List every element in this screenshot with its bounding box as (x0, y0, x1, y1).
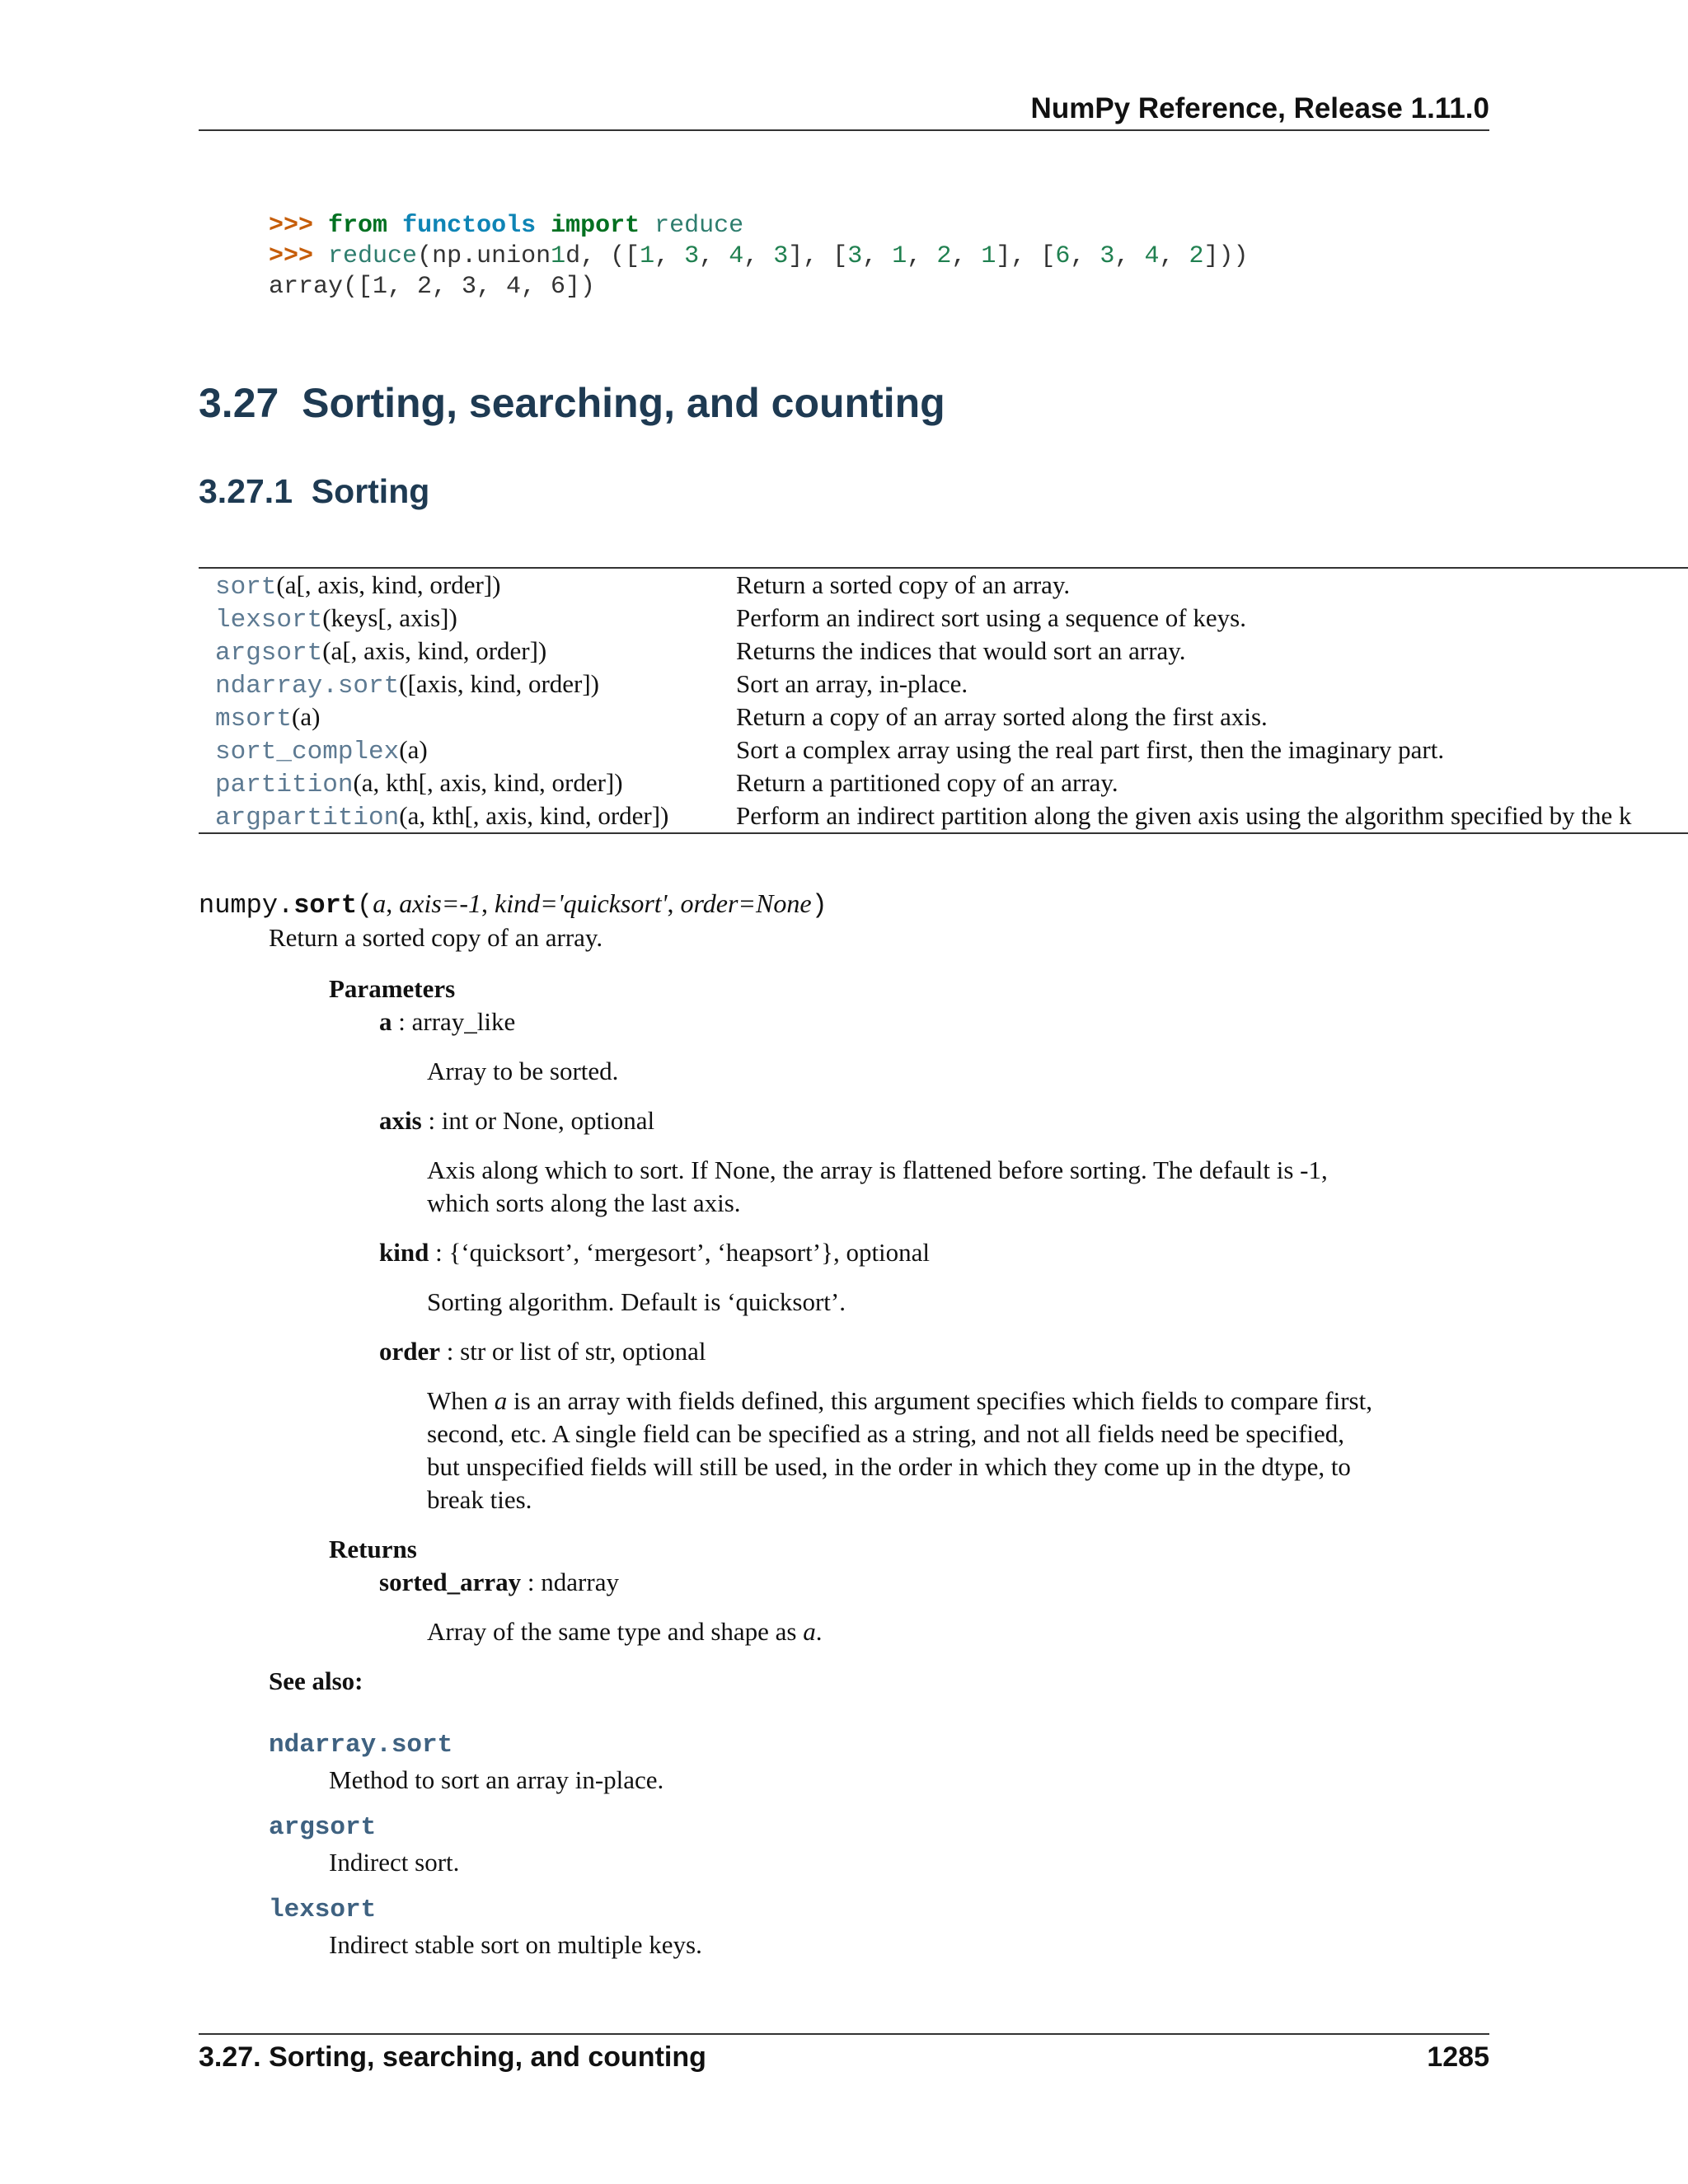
code-number: 3 (1100, 242, 1115, 270)
code-number: 1 (892, 242, 907, 270)
footer-section-title: 3.27. Sorting, searching, and counting (199, 2041, 706, 2073)
code-number: 6 (1055, 242, 1071, 270)
table-row: ndarray.sort([axis, kind, order]) Sort an array, in-place. (215, 669, 968, 701)
returns-heading: Returns (329, 1535, 417, 1563)
table-row: argsort(a[, axis, kind, order]) Returns the indices that would sort an array. (215, 636, 1186, 668)
code-output: array([1, 2, 3, 4, 6]) (269, 273, 596, 301)
code-number: 1 (640, 242, 655, 270)
sorting-summary-table (199, 567, 1688, 834)
param-a: a : array_like (379, 1007, 516, 1036)
see-also-desc: Indirect sort. (329, 1848, 460, 1877)
function-link[interactable]: sort_complex (215, 738, 400, 766)
function-link[interactable]: partition (215, 771, 354, 799)
function-link[interactable]: argsort (215, 639, 323, 668)
see-also-link-argsort[interactable]: argsort (269, 1813, 377, 1842)
footer-rule (199, 2033, 1489, 2035)
table-row: partition(a, kth[, axis, kind, order]) Return a partitioned copy of an array. (215, 768, 1118, 799)
code-number: 1 (551, 242, 566, 270)
param-kind-desc: Sorting algorithm. Default is ‘quicksort’. (427, 1287, 846, 1316)
function-link[interactable]: msort (215, 705, 293, 733)
header-rule (199, 129, 1489, 131)
code-number: 3 (684, 242, 700, 270)
summary-line: Return a sorted copy of an array. (269, 923, 603, 952)
see-also-desc: Method to sort an array in-place. (329, 1765, 664, 1794)
table-row: sort_complex(a) Sort a complex array using the real part first, then the imaginary part. (215, 735, 1445, 766)
function-link[interactable]: lexsort (215, 606, 323, 635)
param-axis: axis : int or None, optional (379, 1106, 655, 1135)
code-number: 3 (773, 242, 789, 270)
param-axis-desc: Axis along which to sort. If None, the array is flattened before sorting. The default is -1, which sorts along the last axis. (427, 1155, 1328, 1217)
code-number: 4 (729, 242, 744, 270)
function-link[interactable]: argpartition (215, 804, 400, 832)
see-also-heading: See also: (269, 1666, 363, 1695)
return-value: sorted_array : ndarray (379, 1568, 619, 1596)
table-row: argpartition(a, kth[, axis, kind, order]) Perform an indirect partition along the given axis using the algorithm specified by the k (215, 801, 1632, 832)
section-heading: 3.27 Sorting, searching, and counting (199, 380, 945, 426)
table-row: lexsort(keys[, axis]) Perform an indirect sort using a sequence of keys. (215, 603, 1246, 635)
code-number: 1 (981, 242, 996, 270)
code-line-2: >>> reduce(np.union1d, ([1, 3, 4, 3], [3, 1, 2, 1], [6, 3, 4, 2])) (269, 242, 1249, 270)
function-signature: numpy.sort(a, axis=-1, kind='quicksort', order=None) (199, 888, 828, 921)
code-number: 2 (936, 242, 952, 270)
param-order: order : str or list of str, optional (379, 1337, 706, 1366)
code-number: 4 (1144, 242, 1160, 270)
table-row: sort(a[, axis, kind, order]) Return a sorted copy of an array. (215, 570, 1071, 602)
see-also-link-lexsort[interactable]: lexsort (269, 1896, 377, 1924)
code-number: 2 (1189, 242, 1204, 270)
function-link[interactable]: sort (215, 573, 277, 602)
page-number: 1285 (1427, 2041, 1489, 2073)
code-line-1: >>> from functools import reduce (269, 212, 744, 240)
see-also-link-ndarray-sort[interactable]: ndarray.sort (269, 1731, 453, 1760)
parameters-heading: Parameters (329, 974, 456, 1003)
function-link[interactable]: ndarray.sort (215, 672, 400, 701)
subsection-heading: 3.27.1 Sorting (199, 472, 430, 510)
see-also-desc: Indirect stable sort on multiple keys. (329, 1930, 702, 1959)
param-order-desc: When a is an array with fields defined, this argument specifies which fields to compare first, second, etc. A single field can be specified as a string, and not all fields need be specified, but unspecified fields will still be used, in the order in which they come up in the dtype, to break ties. (427, 1386, 1372, 1514)
code-example (269, 211, 1249, 302)
return-value-desc: Array of the same type and shape as a. (427, 1617, 823, 1646)
param-a-desc: Array to be sorted. (427, 1057, 619, 1085)
param-kind: kind : {‘quicksort’, ‘mergesort’, ‘heapsort’}, optional (379, 1238, 931, 1267)
running-header-title: NumPy Reference, Release 1.11.0 (1030, 92, 1489, 124)
table-row: msort(a) Return a copy of an array sorted along the first axis. (215, 702, 1268, 733)
code-number: 3 (847, 242, 863, 270)
